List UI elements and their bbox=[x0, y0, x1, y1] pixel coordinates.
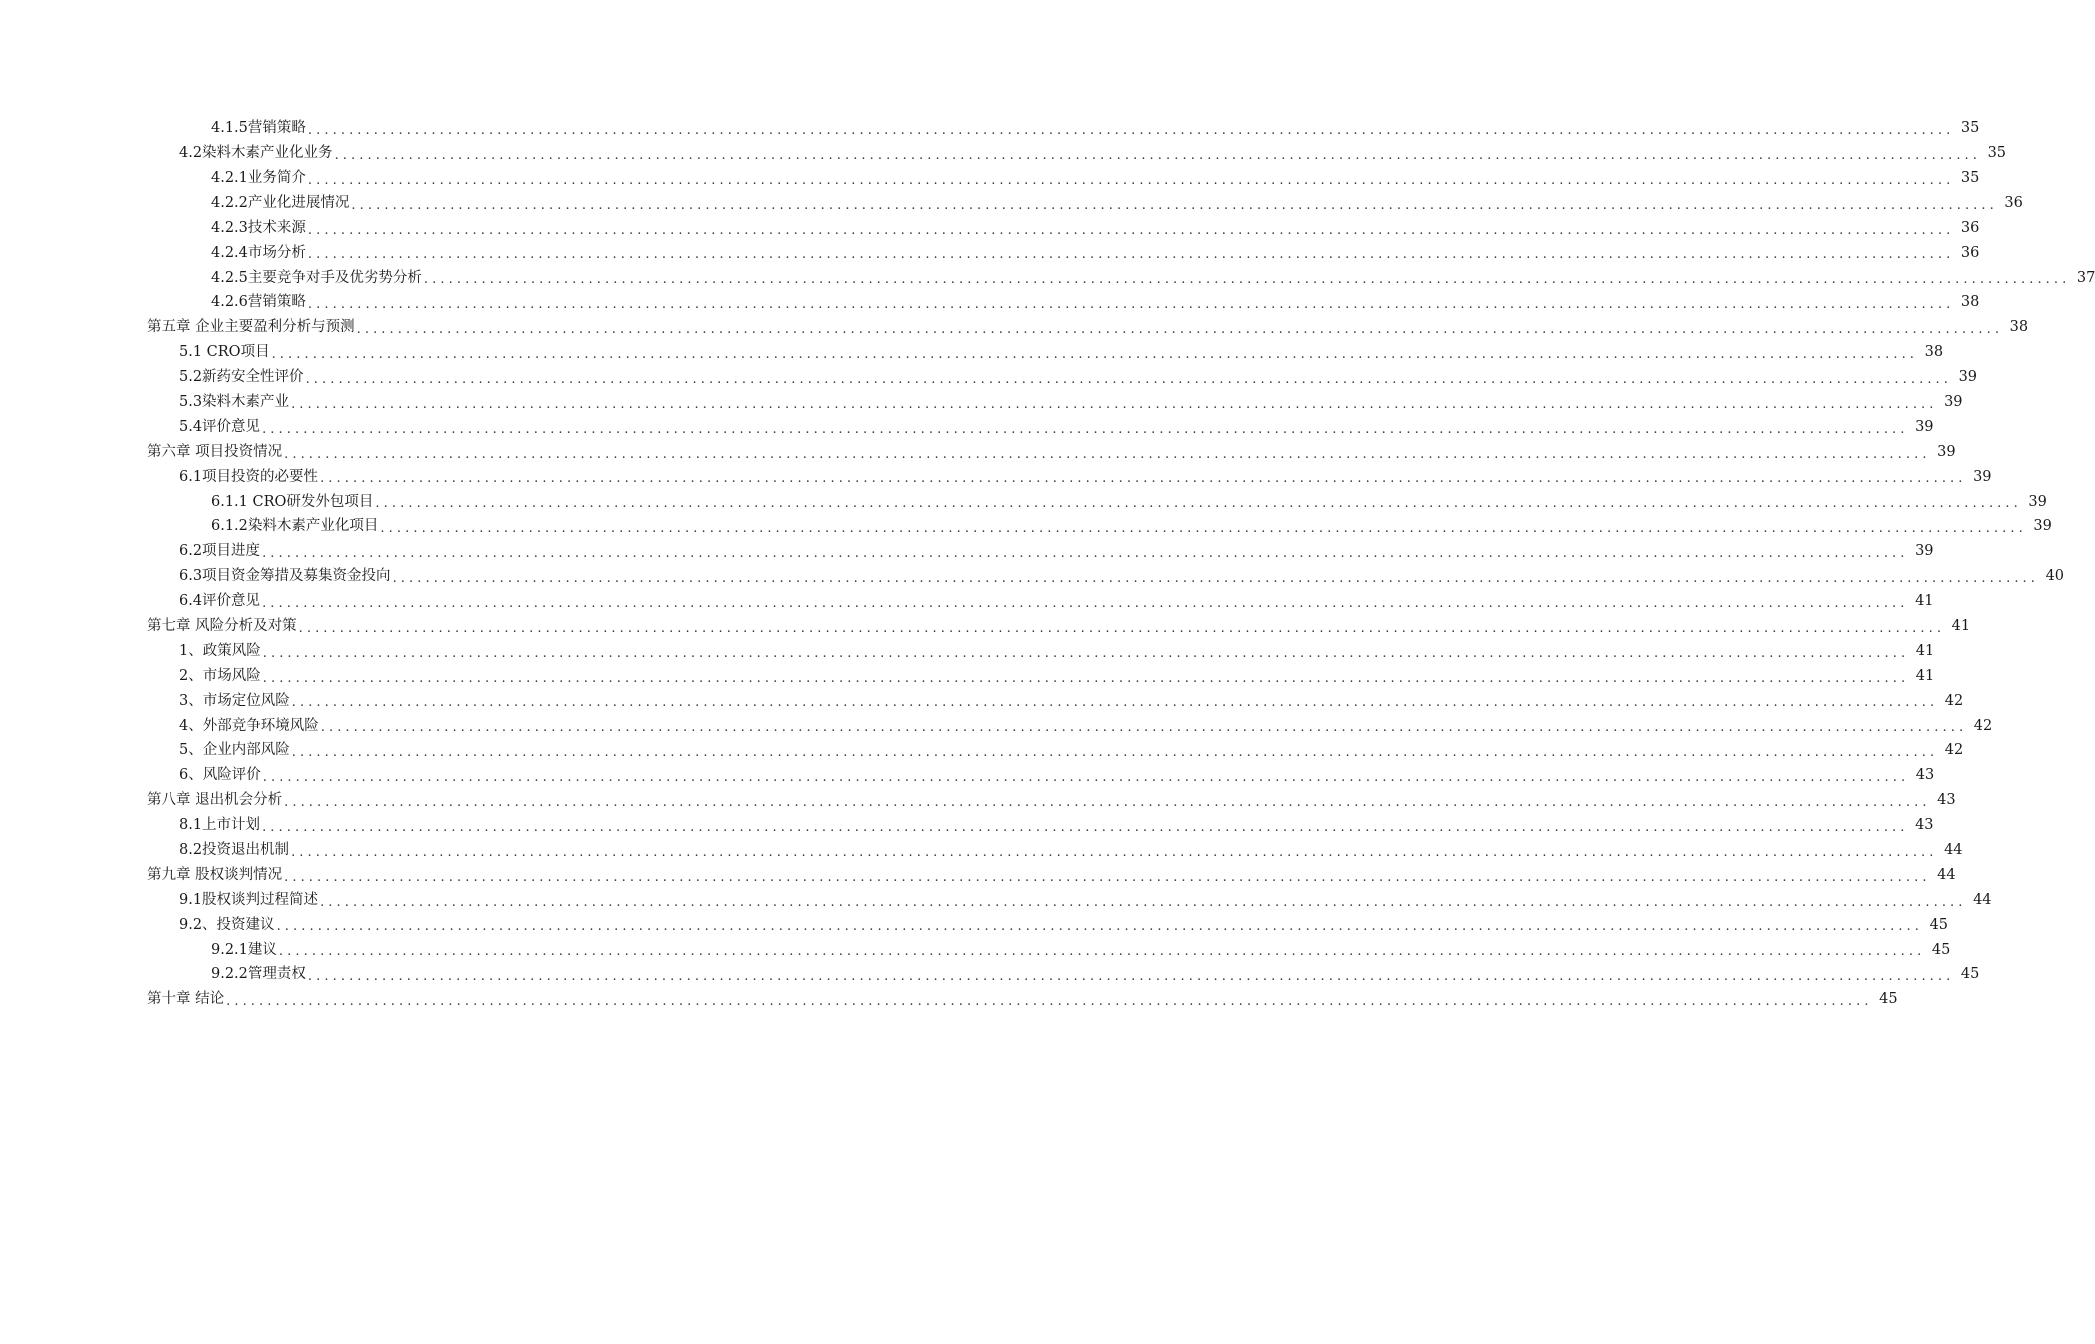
toc-entry[interactable] bbox=[0, 464, 1992, 489]
toc-entry-page-number: 37 bbox=[2076, 269, 2095, 286]
toc-entry-label: 4.2.1业务简介 bbox=[211, 169, 306, 186]
toc-entry[interactable] bbox=[0, 639, 1935, 664]
toc-entry-label: 第五章 企业主要盈利分析与预测 bbox=[147, 319, 355, 336]
toc-leader-dots: ........................................................................................................................................................................................................ bbox=[320, 471, 1967, 487]
toc-entry[interactable] bbox=[0, 116, 1980, 141]
toc-entry-page-number: 41 bbox=[1915, 667, 1935, 684]
toc-leader-dots: ........................................................................................................................................................................................................ bbox=[262, 770, 1910, 786]
toc-leader-dots: ........................................................................................................................................................................................................ bbox=[298, 620, 1946, 636]
toc-leader-dots: ........................................................................................................................................................................................................ bbox=[284, 446, 1931, 462]
toc-leader-dots: ........................................................................................................................................................................................................ bbox=[307, 172, 1955, 188]
toc-entry-label: 2、市场风险 bbox=[179, 667, 261, 684]
toc-entry-page-number: 44 bbox=[1973, 891, 1992, 908]
toc-entry-label: 5、企业内部风险 bbox=[179, 742, 290, 759]
toc-entry-label: 4.1.5营销策略 bbox=[211, 120, 306, 137]
toc-entry-page-number: 38 bbox=[2009, 319, 2029, 336]
toc-entry[interactable] bbox=[0, 738, 1964, 763]
toc-leader-dots: ........................................................................................................................................................................................................ bbox=[284, 794, 1931, 810]
toc-entry[interactable] bbox=[0, 440, 1956, 465]
toc-entry-label: 4、外部竞争环境风险 bbox=[179, 717, 319, 734]
toc-entry[interactable] bbox=[0, 614, 1971, 639]
toc-leader-dots: ........................................................................................................................................................................................................ bbox=[392, 570, 2040, 586]
toc-entry-page-number: 39 bbox=[1944, 393, 1963, 410]
toc-leader-dots: ........................................................................................................................................................................................................ bbox=[380, 521, 2027, 537]
toc-entry-label: 4.2.5主要竞争对手及优劣势分析 bbox=[211, 269, 422, 286]
toc-entry-page-number: 44 bbox=[1944, 842, 1963, 859]
toc-entry-page-number: 42 bbox=[1944, 692, 1964, 709]
toc-entry-label: 第七章 风险分析及对策 bbox=[147, 618, 297, 634]
toc-leader-dots: ........................................................................................................................................................................................................ bbox=[423, 272, 2071, 288]
toc-entry-label: 8.1上市计划 bbox=[179, 817, 261, 834]
toc-entry[interactable] bbox=[0, 962, 1980, 987]
toc-entry[interactable] bbox=[0, 390, 1963, 415]
toc-leader-dots: ........................................................................................................................................................................................................ bbox=[291, 844, 1938, 860]
toc-entry-label: 8.2投资退出机制 bbox=[179, 842, 290, 859]
toc-leader-dots: ........................................................................................................................................................................................................ bbox=[291, 745, 1939, 761]
toc-entry[interactable] bbox=[0, 564, 2065, 589]
toc-entry[interactable] bbox=[0, 265, 2095, 290]
table-of-contents bbox=[0, 116, 2095, 1012]
toc-leader-dots: ........................................................................................................................................................................................................ bbox=[262, 546, 1909, 562]
toc-leader-dots: ........................................................................................................................................................................................................ bbox=[271, 346, 1919, 362]
toc-entry-label: 3、市场定位风险 bbox=[179, 692, 290, 709]
toc-entry-label: 9.2、投资建议 bbox=[179, 916, 275, 933]
toc-entry-label: 5.1 CRO项目 bbox=[179, 344, 270, 361]
toc-entry[interactable] bbox=[0, 688, 1964, 713]
toc-leader-dots: ........................................................................................................................................................................................................ bbox=[307, 969, 1955, 985]
toc-leader-dots: ........................................................................................................................................................................................................ bbox=[262, 670, 1910, 686]
toc-entry[interactable] bbox=[0, 664, 1935, 689]
toc-entry[interactable] bbox=[0, 863, 1956, 888]
toc-entry[interactable] bbox=[0, 365, 1978, 390]
toc-entry-label: 1、政策风险 bbox=[179, 642, 261, 659]
toc-entry-page-number: 45 bbox=[1879, 991, 1898, 1008]
toc-entry-page-number: 39 bbox=[1915, 418, 1934, 435]
toc-entry[interactable] bbox=[0, 415, 1934, 440]
toc-entry[interactable] bbox=[0, 763, 1935, 788]
toc-entry-page-number: 36 bbox=[2004, 194, 2023, 211]
toc-entry-page-number: 41 bbox=[1951, 618, 1971, 634]
toc-entry-page-number: 42 bbox=[1944, 742, 1964, 759]
toc-leader-dots: ........................................................................................................................................................................................................ bbox=[334, 147, 1982, 163]
toc-leader-dots: ........................................................................................................................................................................................................ bbox=[305, 371, 1953, 387]
toc-entry-page-number: 35 bbox=[1960, 120, 1980, 137]
toc-entry-label: 6.3项目资金筹措及募集资金投向 bbox=[179, 568, 391, 585]
toc-entry[interactable] bbox=[0, 713, 1993, 738]
toc-entry-label: 6.1项目投资的必要性 bbox=[179, 468, 319, 485]
toc-entry-label: 第八章 退出机会分析 bbox=[147, 792, 283, 809]
toc-entry-page-number: 44 bbox=[1937, 866, 1956, 883]
toc-leader-dots: ........................................................................................................................................................................................................ bbox=[276, 919, 1924, 935]
toc-entry-page-number: 39 bbox=[1937, 443, 1956, 460]
toc-entry-page-number: 35 bbox=[1960, 169, 1980, 186]
toc-entry[interactable] bbox=[0, 813, 1934, 838]
toc-entry-page-number: 39 bbox=[1958, 369, 1978, 386]
toc-leader-dots: ........................................................................................................................................................................................................ bbox=[291, 695, 1939, 711]
toc-leader-dots: ........................................................................................................................................................................................................ bbox=[375, 496, 2022, 512]
toc-entry-label: 4.2.3技术来源 bbox=[211, 219, 306, 236]
toc-leader-dots: ........................................................................................................................................................................................................ bbox=[307, 222, 1955, 238]
toc-entry[interactable] bbox=[0, 240, 1980, 265]
toc-entry-page-number: 43 bbox=[1915, 767, 1935, 784]
toc-entry-label: 6.1.2染料木素产业化项目 bbox=[211, 518, 379, 535]
toc-leader-dots: ........................................................................................................................................................................................................ bbox=[262, 645, 1910, 661]
toc-entry[interactable] bbox=[0, 539, 1934, 564]
toc-entry-page-number: 45 bbox=[1960, 966, 1980, 983]
toc-leader-dots: ........................................................................................................................................................................................................ bbox=[351, 197, 1998, 213]
toc-entry[interactable] bbox=[0, 216, 1980, 241]
toc-entry[interactable] bbox=[0, 888, 1992, 913]
toc-entry-label: 4.2.6营销策略 bbox=[211, 294, 306, 311]
toc-entry-page-number: 38 bbox=[1960, 294, 1980, 311]
toc-entry-page-number: 40 bbox=[2045, 568, 2065, 585]
toc-leader-dots: ........................................................................................................................................................................................................ bbox=[291, 396, 1938, 412]
toc-entry-page-number: 36 bbox=[1960, 219, 1980, 236]
toc-leader-dots: ........................................................................................................................................................................................................ bbox=[262, 819, 1909, 835]
toc-entry[interactable] bbox=[0, 788, 1956, 813]
toc-entry[interactable] bbox=[0, 838, 1963, 863]
toc-entry[interactable] bbox=[0, 191, 2023, 216]
toc-entry-label: 6.4评价意见 bbox=[179, 593, 261, 610]
toc-entry-label: 4.2染料木素产业化业务 bbox=[179, 145, 333, 162]
toc-entry-page-number: 35 bbox=[1987, 145, 2007, 162]
toc-entry-label: 6.2项目进度 bbox=[179, 543, 261, 560]
toc-entry-label: 5.3染料木素产业 bbox=[179, 393, 290, 410]
toc-entry[interactable] bbox=[0, 141, 2007, 166]
toc-entry-page-number: 38 bbox=[1924, 344, 1944, 361]
toc-entry[interactable] bbox=[0, 340, 1944, 365]
toc-entry-page-number: 39 bbox=[2033, 518, 2052, 535]
toc-entry-page-number: 39 bbox=[1973, 468, 1992, 485]
toc-entry-label: 9.2.2管理责权 bbox=[211, 966, 306, 983]
toc-entry-label: 9.2.1建议 bbox=[211, 941, 277, 958]
toc-leader-dots: ........................................................................................................................................................................................................ bbox=[226, 994, 1873, 1010]
toc-entry-label: 9.1股权谈判过程简述 bbox=[179, 891, 319, 908]
toc-entry[interactable] bbox=[0, 489, 2047, 514]
toc-entry-page-number: 41 bbox=[1915, 642, 1935, 659]
toc-entry[interactable] bbox=[0, 937, 1951, 962]
toc-leader-dots: ........................................................................................................................................................................................................ bbox=[307, 297, 1955, 313]
toc-entry-label: 第六章 项目投资情况 bbox=[147, 443, 283, 460]
toc-entry-page-number: 39 bbox=[2028, 493, 2047, 510]
toc-entry-page-number: 45 bbox=[1931, 941, 1951, 958]
toc-entry[interactable] bbox=[0, 290, 1980, 315]
toc-entry-label: 4.2.4市场分析 bbox=[211, 244, 306, 261]
toc-entry-page-number: 42 bbox=[1973, 717, 1993, 734]
toc-leader-dots: ........................................................................................................................................................................................................ bbox=[284, 869, 1931, 885]
toc-entry[interactable] bbox=[0, 315, 2029, 340]
toc-leader-dots: ........................................................................................................................................................................................................ bbox=[262, 595, 1909, 611]
toc-entry-label: 第十章 结论 bbox=[147, 991, 225, 1008]
toc-entry[interactable] bbox=[0, 987, 1898, 1012]
toc-leader-dots: ........................................................................................................................................................................................................ bbox=[320, 894, 1967, 910]
toc-entry[interactable] bbox=[0, 913, 1949, 938]
toc-entry-page-number: 45 bbox=[1929, 916, 1949, 933]
toc-leader-dots: ........................................................................................................................................................................................................ bbox=[307, 247, 1955, 263]
toc-entry-page-number: 43 bbox=[1915, 817, 1934, 834]
toc-leader-dots: ........................................................................................................................................................................................................ bbox=[320, 720, 1968, 736]
toc-entry-label: 5.4评价意见 bbox=[179, 418, 261, 435]
toc-entry-page-number: 43 bbox=[1937, 792, 1956, 809]
toc-leader-dots: ........................................................................................................................................................................................................ bbox=[278, 944, 1926, 960]
toc-entry[interactable] bbox=[0, 514, 2052, 539]
toc-leader-dots: ........................................................................................................................................................................................................ bbox=[307, 122, 1955, 138]
toc-entry-page-number: 36 bbox=[1960, 244, 1980, 261]
toc-entry[interactable] bbox=[0, 166, 1980, 191]
toc-entry-label: 6、风险评价 bbox=[179, 767, 261, 784]
toc-entry-page-number: 39 bbox=[1915, 543, 1934, 560]
toc-entry-label: 4.2.2产业化进展情况 bbox=[211, 194, 350, 211]
toc-leader-dots: ........................................................................................................................................................................................................ bbox=[262, 421, 1909, 437]
toc-entry-page-number: 41 bbox=[1915, 593, 1934, 610]
toc-entry-label: 第九章 股权谈判情况 bbox=[147, 866, 283, 883]
toc-leader-dots: ........................................................................................................................................................................................................ bbox=[356, 322, 2004, 338]
toc-entry-label: 5.2新药安全性评价 bbox=[179, 369, 304, 386]
toc-entry-label: 6.1.1 CRO研发外包项目 bbox=[211, 493, 374, 510]
toc-entry[interactable] bbox=[0, 589, 1934, 614]
